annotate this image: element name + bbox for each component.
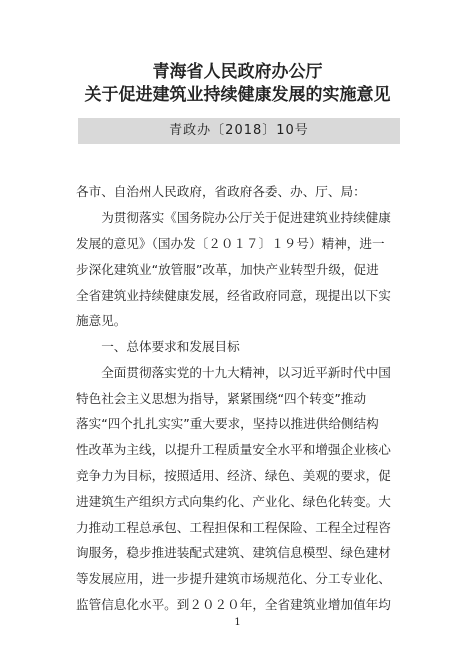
body-line: 发展的意见》（国办发〔２０１７〕１９号）精神，进一 xyxy=(76,236,385,251)
body-line: 竞争力为目标，按照适用、经济、绿色、美观的要求，促 xyxy=(76,468,391,483)
page-number: 1 xyxy=(234,617,241,628)
body-line: 性改革为主线，以提升工程质量安全水平和增强企业核心 xyxy=(76,442,391,457)
body-line: 全省建筑业持续健康发展，经省政府同意，现提出以下实 xyxy=(76,288,391,303)
body-line: 为贯彻落实《国务院办公厅关于促进建筑业持续健康 xyxy=(76,210,391,225)
body-line: 步深化建筑业“放管服”改革，加快产业转型升级，促进 xyxy=(76,262,379,277)
body-line: 落实“四个扎扎实实”重大要求，坚持以推进供给侧结构 xyxy=(76,416,379,431)
body-line: 询服务，稳步推进装配式建筑、建筑信息模型、绿色建材 xyxy=(76,545,391,560)
document-body xyxy=(76,0,406,672)
body-line: 进建筑生产组织方式向集约化、产业化、绿色化转变。大 xyxy=(76,494,391,509)
doc-number: 青政办〔2018〕10号 xyxy=(169,123,309,138)
body-line: 监管信息化水平。到２０２０年，全省建筑业增加值年均 xyxy=(76,597,391,612)
body-line: 力推动工程总承包、工程担保和工程保险、工程全过程咨 xyxy=(76,520,391,535)
body-line-salutation: 各市、自治州人民政府，省政府各委、办、厅、局： xyxy=(76,184,366,199)
document-title-line1: 青海省人民政府办公厅 xyxy=(152,62,323,82)
body-line: 施意见。 xyxy=(76,313,127,328)
document-title-line2: 关于促进建筑业持续健康发展的实施意见 xyxy=(84,85,391,105)
section-heading: 一、总体要求和发展目标 xyxy=(76,339,240,354)
body-line: 全面贯彻落实党的十九大精神，以习近平新时代中国 xyxy=(76,365,391,380)
body-line: 等发展应用，进一步提升建筑市场规范化、分工专业化、 xyxy=(76,571,391,586)
body-line: 特色社会主义思想为指导，紧紧围绕“四个转变”推动 xyxy=(76,391,367,406)
